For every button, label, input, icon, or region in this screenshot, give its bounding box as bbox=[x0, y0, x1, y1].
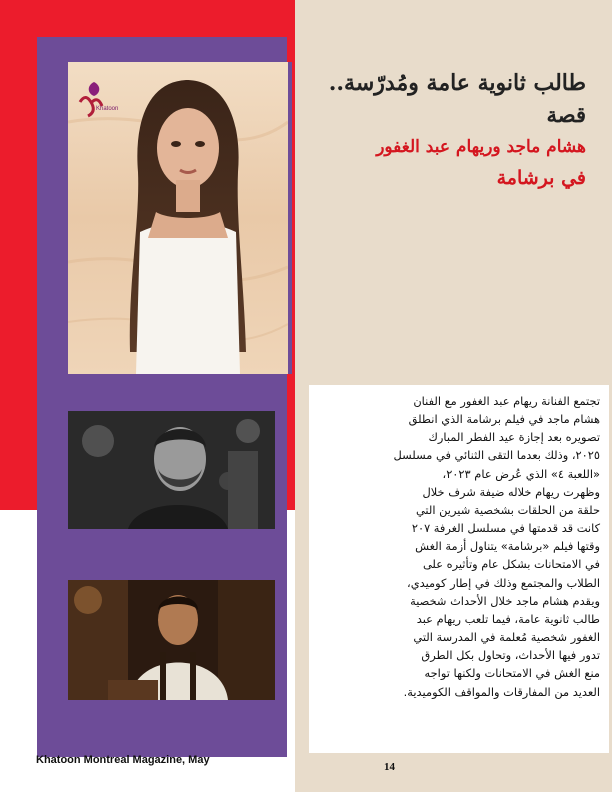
photo-actor-closeup bbox=[68, 411, 275, 529]
article-line: وظهرت ريهام خلاله ضيفة شرف خلال bbox=[422, 484, 600, 499]
article-line: هشام ماجد في فيلم برشامة الذي انطلق bbox=[408, 412, 600, 427]
article-line: تدور فيها الأحداث، وتحاول بكل الطرق bbox=[421, 648, 600, 663]
heading-line-3: هشام ماجد وريهام عبد الغفور bbox=[376, 137, 586, 157]
article-body bbox=[318, 392, 600, 701]
article-line: تجتمع الفنانة ريهام عبد الغفور مع الفنان bbox=[413, 394, 600, 408]
article-line: ٢٠٢٥، وذلك بعدما التقى الثنائي في مسلسل bbox=[393, 448, 600, 463]
article-line: كانت قد قدمتها في مسلسل الغرفة ٢٠٧ bbox=[411, 521, 600, 536]
article-line: تصويره بعد إجازة عيد الفطر المبارك bbox=[428, 430, 600, 445]
article-line: الغفور شخصية مُعلمة في المدرسة التي bbox=[413, 630, 600, 645]
logo-text: Khatoon bbox=[96, 106, 118, 112]
heading-line-2: قصة bbox=[546, 102, 586, 127]
article-line: طالب ثانوية عامة، فيما تلعب ريهام عبد bbox=[416, 611, 600, 626]
article-line: وقتها فيلم «برشامة» يتناول أزمة الغش bbox=[415, 539, 600, 554]
khatoon-logo bbox=[72, 78, 118, 122]
article-line: الطلاب والمجتمع وذلك في إطار كوميدي، bbox=[407, 575, 600, 590]
magazine-footer: Khatoon Montreal Magazine, May bbox=[36, 754, 210, 766]
article-line: حلقة من الحلقات بشخصية شيرين التي bbox=[415, 502, 600, 517]
page-number: 14 bbox=[384, 761, 395, 773]
article-line: في الامتحانات بشكل عام وتأثيره على bbox=[422, 557, 600, 572]
article-line: منع الغش في الامتحانات ولكنها تواجه bbox=[424, 666, 600, 681]
article-line: ويقدم هشام ماجد خلال الأحداث شخصية bbox=[410, 593, 600, 608]
heading-line-1: طالب ثانوية عامة ومُدرّسة.. bbox=[328, 70, 586, 96]
article-heading bbox=[286, 70, 586, 189]
article-line: «اللعبة ٤» الذي عُرض عام ٢٠٢٣، bbox=[442, 466, 600, 481]
heading-line-4: في برشامة bbox=[496, 167, 586, 189]
photo-actor-scene bbox=[68, 580, 275, 700]
article-line: العديد من المفارقات والمواقف الكوميدية. bbox=[403, 684, 600, 699]
